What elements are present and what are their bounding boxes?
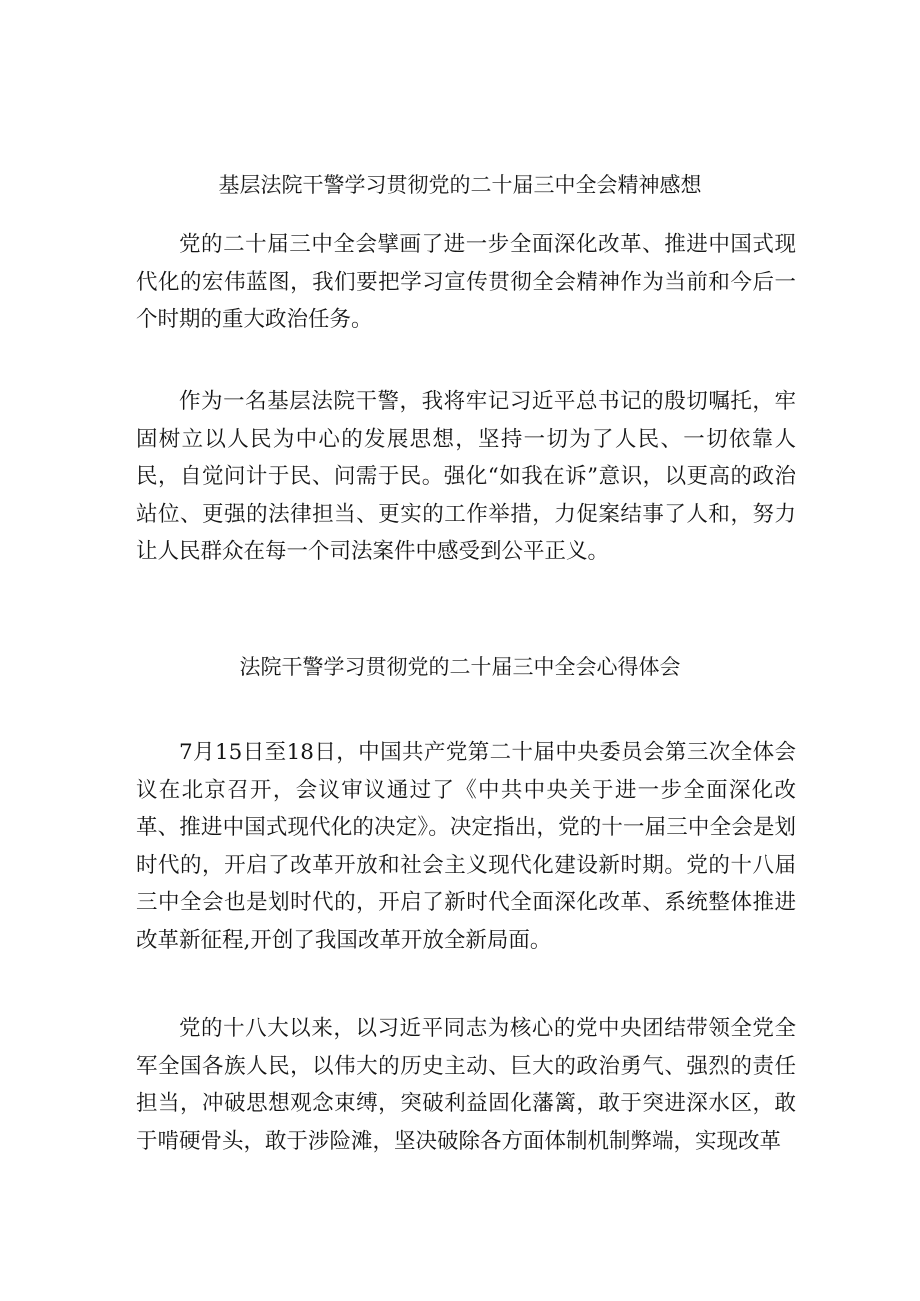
section-2-paragraph-1: 7月15日至18日，中国共产党第二十届中央委员会第三次全体会议在北京召开，会议审议通过了《中共中央关于进一步全面深化改革、推进中国式现代化的决定》。决定指出，党的十一届三中全会是划时代的，开启了改革开放和社会主义现代化建设新时期。党的十八届三中全会也是划时代的，开启了新时代全面深化改革、系统整体推进改革新征程,开创了我国改革开放全新局面。 [136,740,796,953]
section-2-title: 法院干警学习贯彻党的二十届三中全会心得体会 [239,655,681,679]
section-2-paragraph-2: 党的十八大以来，以习近平同志为核心的党中央团结带领全党全军全国各族人民，以伟大的历史主动、巨大的政治勇气、强烈的责任担当，冲破思想观念束缚，突破利益固化藩篱，敢于突进深水区，敢于啃硬骨头，敢于涉险滩，坚决破除各方面体制机制弊端，实现改革 [136,1016,796,1154]
section-1-paragraph-2: 作为一名基层法院干警，我将牢记习近平总书记的殷切嘱托，牢固树立以人民为中心的发展思想，坚持一切为了人民、一切依靠人民，自觉问计于民、问需于民。强化“如我在诉”意识，以更高的政治站位、更强的法律担当、更实的工作举措，力促案结事了人和，努力让人民群众在每一个司法案件中感受到公平正义。 [136,389,796,564]
section-1-title: 基层法院干警学习贯彻党的二十届三中全会精神感想 [218,173,702,197]
section-1-paragraph-1: 党的二十届三中全会擘画了进一步全面深化改革、推进中国式现代化的宏伟蓝图，我们要把学习宣传贯彻全会精神作为当前和今后一个时期的重大政治任务。 [136,232,796,332]
